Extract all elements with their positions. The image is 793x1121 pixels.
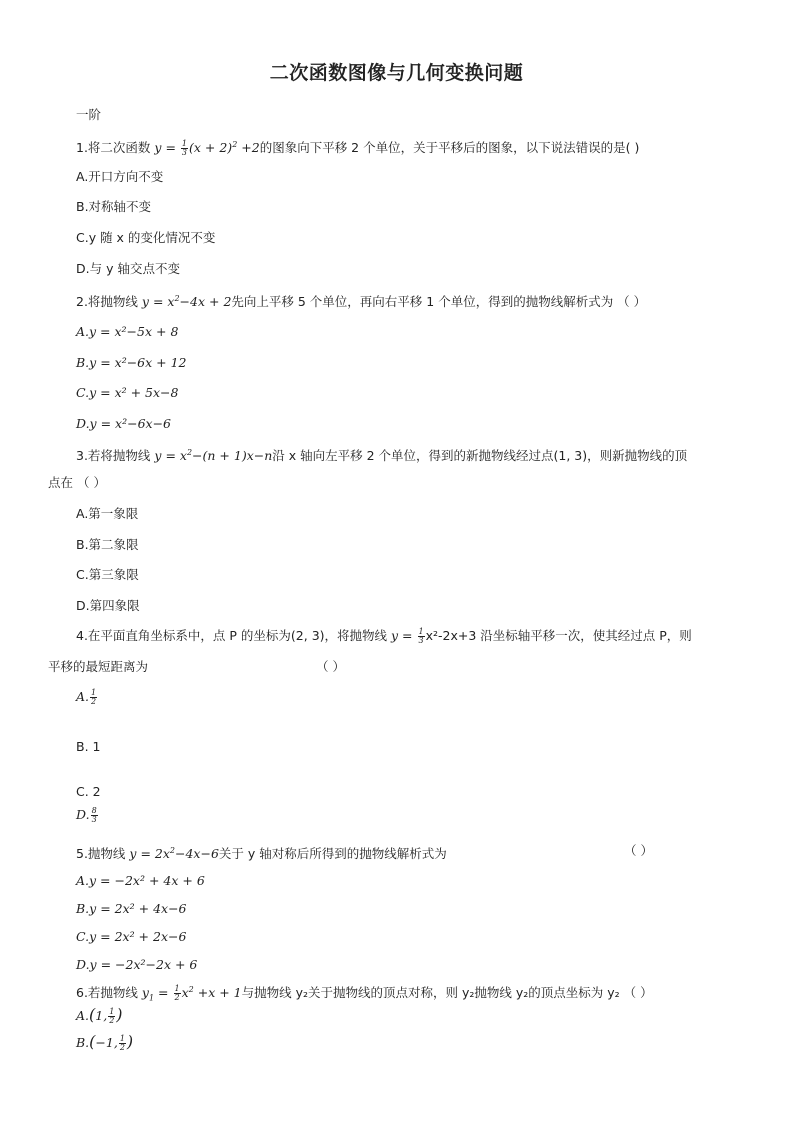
question-6-stem <box>76 981 653 1008</box>
question-4-text-end: x²-2x+3 沿坐标轴平移一次，使其经过点 P，则 <box>425 628 692 643</box>
q4-formula: y = $\frac{1}{3}$ <box>387 627 424 645</box>
question-4-text-continued: 平移的最短距离为 <box>48 659 149 674</box>
question-5-stem <box>76 842 447 863</box>
option-a-label: A. <box>76 1008 90 1023</box>
question-4-stem-continued <box>48 658 148 676</box>
q3-formula: $y = x^2-(n + 1)x-n$ <box>150 448 273 464</box>
question-4-option-a <box>76 688 98 706</box>
question-5-answer-paren: （ ） <box>624 843 653 858</box>
question-5-option-c: C.y = 2x² + 2x−6 <box>76 929 187 944</box>
question-3-stem-continued: 点在 （ ） <box>48 475 106 490</box>
question-4-text-start: 4.在平面直角坐标系中，点 P 的坐标为(2, 3)，将抛物线 <box>76 628 388 643</box>
question-3-text-start: 3.若将抛物线 <box>76 448 151 464</box>
fraction-one-third: $\frac{1}{3}$ <box>181 139 187 158</box>
question-1-stem <box>76 136 639 157</box>
fraction-one-half: $\frac{1}{2}$ <box>109 1007 115 1025</box>
question-2-option-a: A.y = x²−5x + 8 <box>76 324 179 339</box>
question-6-text-start: 6.若抛物线 <box>76 985 138 1001</box>
question-2-option-c: C.y = x² + 5x−8 <box>76 385 179 400</box>
option-b-label: B. <box>76 1035 90 1050</box>
question-3-stem <box>76 444 687 465</box>
question-2-text-start: 2.将抛物线 <box>76 294 138 310</box>
question-2-stem <box>76 290 646 311</box>
question-4-answer-paren: （ ） <box>316 659 345 674</box>
question-6-option-a: A.(1, $\frac{1}{2}$ ) <box>76 1005 123 1025</box>
option-d-label: D. <box>76 807 90 822</box>
fraction-one-half: $\frac{1}{2}$ <box>174 984 180 1003</box>
question-1-option-c: C.y 随 x 的变化情况不变 <box>76 230 216 245</box>
coordinate-b: ( <box>89 1032 96 1051</box>
question-5-text-end: 关于 y 轴对称后所得到的抛物线解析式为 <box>218 846 447 862</box>
question-5-text-start: 5.抛物线 <box>76 846 126 862</box>
page-title: 二次函数图像与几何变换问题 <box>269 62 524 84</box>
question-2-option-b: B.y = x²−6x + 12 <box>76 355 187 370</box>
question-3-text-end: 沿 x 轴向左平移 2 个单位，得到的新抛物线经过点(1, 3)，则新抛物线的顶 <box>272 448 688 464</box>
question-3-option-d: D.第四象限 <box>76 598 140 613</box>
question-4-option-c: C. 2 <box>76 784 101 799</box>
question-4-option-d <box>76 806 99 824</box>
question-3-option-c: C.第三象限 <box>76 567 139 582</box>
q1-formula: y = $\frac{1}{3}$ $(x + 2)^2 +2$ <box>150 139 260 158</box>
question-5-option-a: A.y = −2x² + 4x + 6 <box>76 873 205 888</box>
fraction-one-half: $\frac{1}{2}$ <box>91 688 97 706</box>
question-1-option-b: B.对称轴不变 <box>76 199 152 214</box>
question-5-option-d: D.y = −2x²−2x + 6 <box>76 957 198 972</box>
q6-formula: $y_1$ = $\frac{1}{2}$ $x^2 +x + 1$ <box>137 984 242 1003</box>
question-6-text-end: 与抛物线 y₂关于抛物线的顶点对称，则 y₂抛物线 y₂的顶点坐标为 y₂ （ ） <box>241 985 653 1001</box>
question-3-option-b: B.第二象限 <box>76 537 139 552</box>
fraction-one-third: $\frac{1}{3}$ <box>418 627 424 645</box>
q2-formula: $y = x^2-4x + 2$ <box>137 294 232 310</box>
question-5-option-b: B.y = 2x² + 4x−6 <box>76 901 187 916</box>
fraction-one-half: $\frac{1}{2}$ <box>119 1034 125 1052</box>
question-2-option-d: D.y = x²−6x−6 <box>76 416 171 431</box>
q5-formula: $y = 2x^2-4x-6$ <box>125 846 219 862</box>
question-2-text-end: 先向上平移 5 个单位，再向右平移 1 个单位，得到的抛物线解析式为 （ ） <box>231 294 647 310</box>
question-4-stem <box>76 627 692 645</box>
option-a-label: A. <box>76 689 90 704</box>
fraction-eight-thirds: $\frac{8}{3}$ <box>91 806 97 824</box>
question-4-option-b: B. 1 <box>76 739 101 754</box>
coordinate-a: ( <box>89 1005 96 1024</box>
question-1-option-d: D.与 y 轴交点不变 <box>76 261 180 276</box>
section-label: 一阶 <box>76 107 102 122</box>
question-1-option-a: A.开口方向不变 <box>76 169 164 184</box>
question-3-option-a: A.第一象限 <box>76 506 139 521</box>
question-1-text-end: 的图象向下平移 2 个单位，关于平移后的图象，以下说法错误的是( ) <box>259 140 640 156</box>
question-1-text-start: 1.将二次函数 <box>76 140 151 156</box>
question-6-option-b: B.(−1, $\frac{1}{2}$ ) <box>76 1032 134 1052</box>
